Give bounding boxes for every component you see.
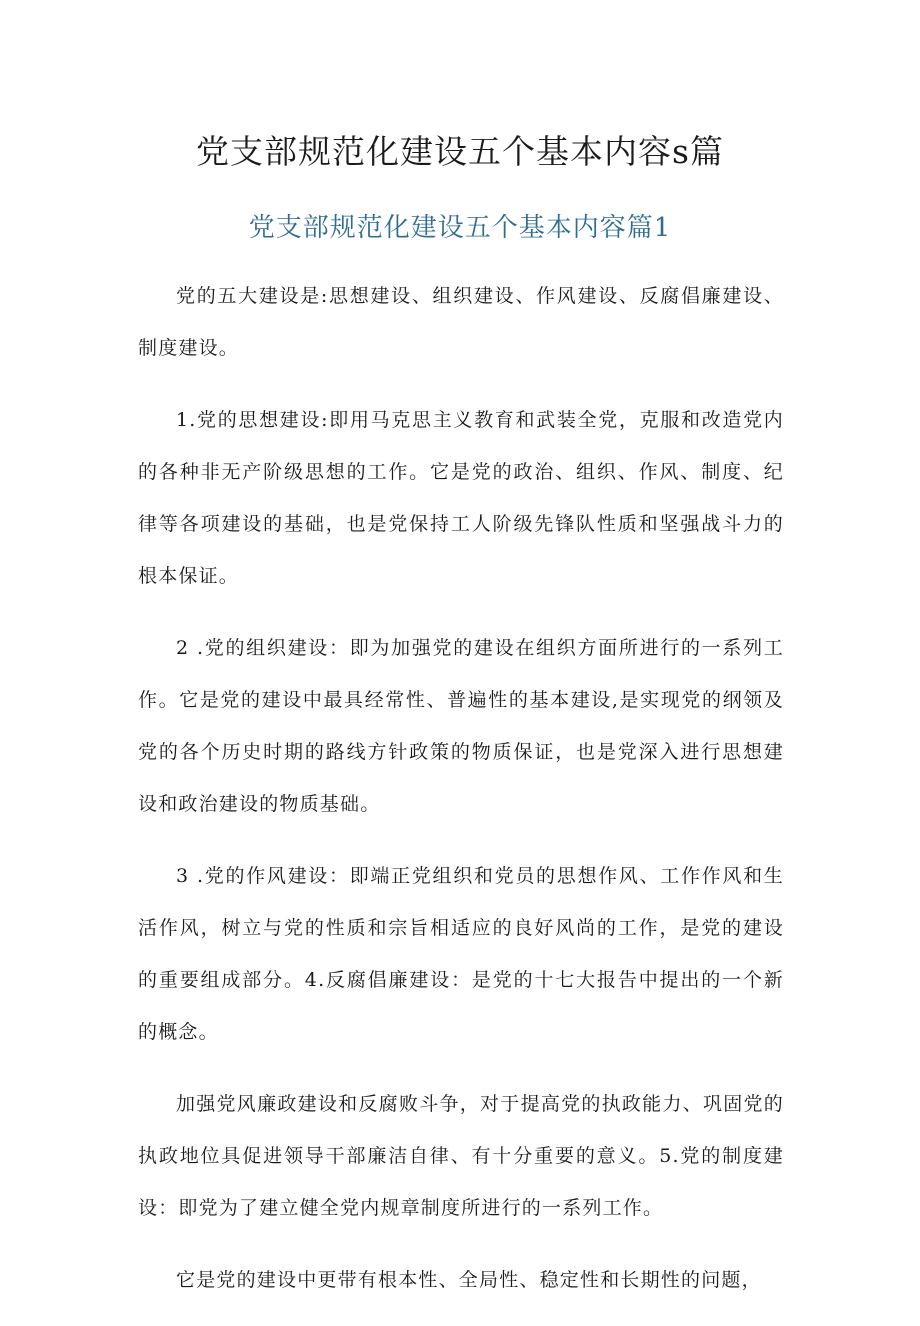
document-title: 党支部规范化建设五个基本内容s篇 [196,132,724,171]
paragraph-institutional-building: 它是党的建设中更带有根本性、全局性、稳定性和长期性的问题， [176,1269,762,1291]
document-body [138,270,784,1326]
paragraph-organizational-building: 2 .党的组织建设：即为加强党的建设在组织方面所进行的一系列工作。它是党的建设中最具经常性、普遍性的基本建设,是实现党的纲领及党的各个历史时期的路线方针政策的物质保证，也是党深入进行思想建设和政治建设的物质基础。 [138,637,784,815]
paragraph-intro: 党的五大建设是:思想建设、组织建设、作风建设、反腐倡廉建设、制度建设。 [138,285,784,359]
paragraph-ideological-building: 1.党的思想建设:即用马克思主义教育和武装全党，克服和改造党内的各种非无产阶级思想的工作。它是党的政治、组织、作风、制度、纪律等各项建设的基础，也是党保持工人阶级先锋队性质和坚强战斗力的根本保证。 [138,409,784,587]
paragraph-style-building: 3 .党的作风建设：即端正党组织和党员的思想作风、工作作风和生活作风，树立与党的性质和宗旨相适应的良好风尚的工作，是党的建设的重要组成部分。4.反腐倡廉建设：是党的十七大报告中提出的一个新的概念。 [138,865,784,1043]
section-heading: 党支部规范化建设五个基本内容篇1 [248,213,672,243]
paragraph-anti-corruption: 加强党风廉政建设和反腐败斗争，对于提高党的执政能力、巩固党的执政地位具促进领导干部廉洁自律、有十分重要的意义。5.党的制度建设：即党为了建立健全党内规章制度所进行的一系列工作。 [138,1093,784,1219]
